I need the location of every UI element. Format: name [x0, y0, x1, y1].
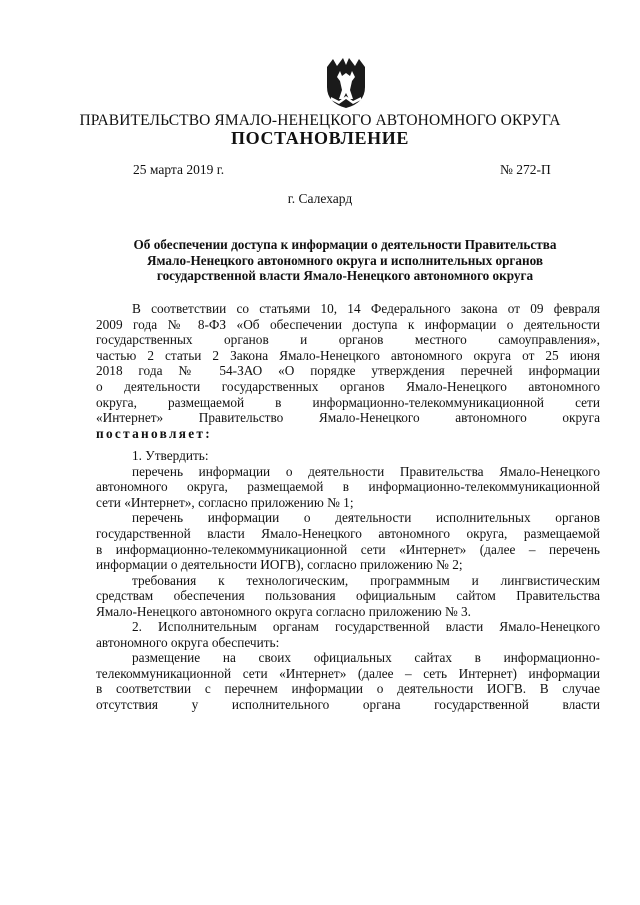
- document-title: [120, 237, 570, 284]
- text-line: требования к технологическим, программным и лингвистическим: [132, 572, 600, 588]
- text-line: в соответствии с перечнем информации о деятельности ИОГВ. В случае: [96, 681, 600, 697]
- title-line: государственной власти Ямало-Ненецкого автономного округа: [156, 268, 534, 283]
- text-line: в информационно-телекоммуникационной сети «Интернет» (далее – перечень: [96, 541, 600, 557]
- text-line: о деятельности государственных органов Ямало-Ненецкого автономного: [96, 378, 600, 394]
- preamble-paragraph: [96, 301, 600, 441]
- text-line: средствам обеспечения пользования официальным сайтом Правительства: [96, 588, 600, 604]
- text-line: государственной власти Ямало-Ненецкого автономного округа, размещаемой: [96, 525, 600, 541]
- organization-name: ПРАВИТЕЛЬСТВО ЯМАЛО-НЕНЕЦКОГО АВТОНОМНОГО ОКРУГА: [79, 112, 561, 129]
- text-line: перечень информации о деятельности Правительства Ямало-Ненецкого: [132, 463, 600, 479]
- text-line: информации о деятельности ИОГВ), согласно приложению № 2;: [96, 557, 463, 573]
- text-line: автономного округа, размещаемой в информационно-телекоммуникационной: [96, 479, 600, 495]
- item-1: [96, 448, 600, 620]
- resolves-word: постановляет:: [96, 425, 212, 441]
- text-line: частью 2 статьи 2 Закона Ямало-Ненецкого автономного округа от 25 июня: [96, 347, 600, 363]
- title-line: Ямало-Ненецкого автономного округа и исполнительных органов: [147, 252, 543, 268]
- item-2: [96, 619, 600, 713]
- text-line: отсутствия у исполнительного органа государственной власти: [96, 696, 600, 712]
- text-line: 2018 года № 54-ЗАО «О порядке утверждения перечней информации: [96, 363, 600, 379]
- text-line: Ямало-Ненецкого автономного округа согласно приложению № 3.: [96, 603, 471, 619]
- text-line: телекоммуникационной сети «Интернет» (далее – сеть Интернет) информации: [96, 665, 600, 681]
- text-line: перечень информации о деятельности исполнительных органов: [132, 510, 600, 526]
- text-line: 2. Исполнительным органам государственной власти Ямало-Ненецкого: [132, 619, 600, 634]
- text-line: 2009 года № 8-ФЗ «Об обеспечении доступа к информации о деятельности: [96, 316, 600, 332]
- document-date: 25 марта 2019 г.: [133, 162, 225, 177]
- text-line: сети «Интернет», согласно приложению № 1;: [96, 494, 354, 510]
- text-line: размещение на своих официальных сайтах в информационно-: [132, 650, 600, 666]
- text-line: автономного округа обеспечить:: [96, 634, 280, 650]
- document-type: ПОСТАНОВЛЕНИЕ: [231, 128, 409, 148]
- text-line: округа, размещаемой в информационно-телекоммуникационной сети: [96, 394, 600, 410]
- coat-of-arms-emblem: [323, 57, 369, 109]
- text-line: государственных органов и органов местного самоуправления»,: [96, 332, 600, 348]
- item-heading: 1. Утвердить:: [132, 448, 209, 463]
- text-line: В соответствии со статьями 10, 14 Федерального закона от 09 февраля: [132, 301, 600, 316]
- title-line: Об обеспечении доступа к информации о деятельности Правительства: [133, 237, 557, 252]
- document-number: № 272-П: [500, 162, 551, 177]
- document-city: г. Салехард: [287, 191, 353, 206]
- text-line: «Интернет» Правительство Ямало-Ненецкого автономного округа: [96, 410, 600, 426]
